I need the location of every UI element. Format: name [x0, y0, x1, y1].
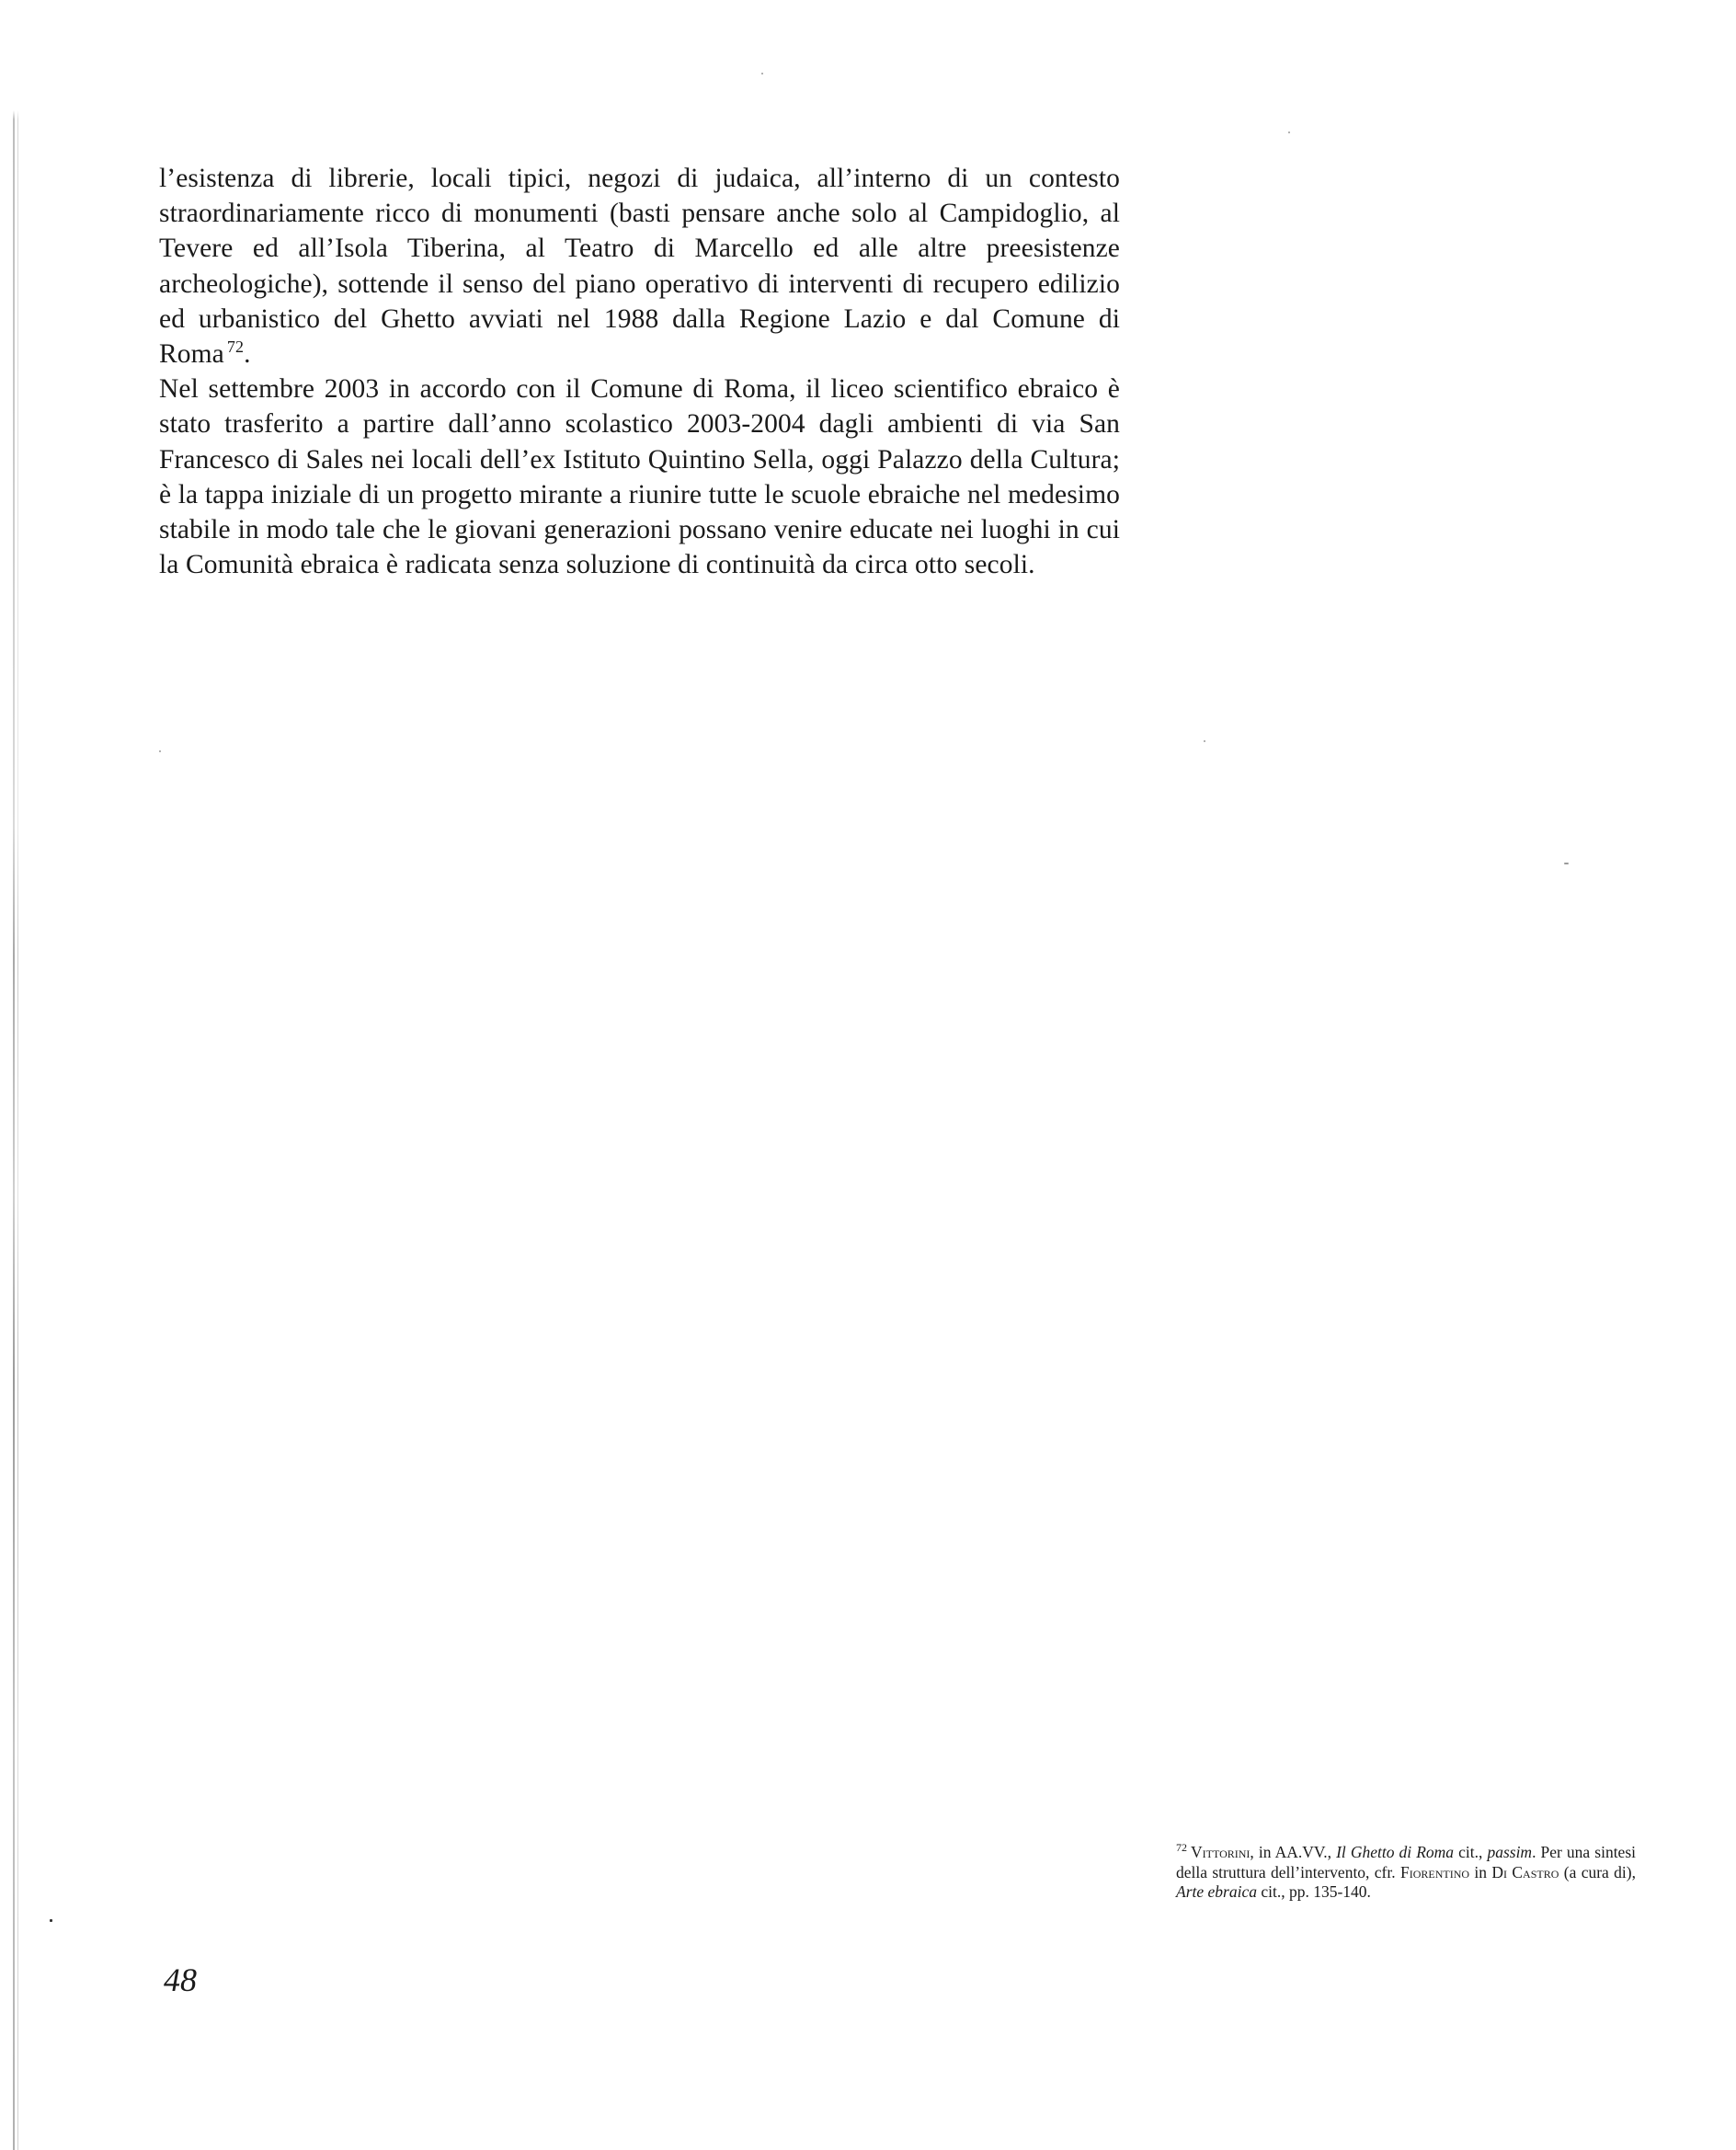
- scan-speck: [50, 1919, 52, 1922]
- scan-speck: [1204, 740, 1205, 742]
- page-number: 48: [164, 1961, 197, 1998]
- paragraph-text: Nel settembre 2003 in accordo con il Comune di Roma, il liceo scientifico ebraico è stato trasferito a partire dall’anno scolastico 2003-2004 dagli ambienti di via San Francesco di Sales nei locali dell’ex Istituto Quintino Sella, oggi Palazzo della Cultura; è la tappa iniziale di un progetto mirante a riunire tutte le scuole ebraiche nel medesimo stabile in modo tale che le giovani generazioni possano venire educate nei luoghi in cui la Comunità ebraica è radicata senza soluzione di continuità da circa otto secoli.: [159, 374, 1120, 580]
- footnote-title: Il Ghetto di Roma: [1336, 1843, 1455, 1861]
- footnote-text: . Per una sintesi della struttura dell’intervento, cfr.: [1176, 1843, 1636, 1881]
- footnote-title: Arte ebraica: [1176, 1882, 1257, 1901]
- footnote-reference: 72: [226, 337, 245, 357]
- footnote-author: Di Castro: [1491, 1862, 1559, 1881]
- footnote-text: cit.,: [1454, 1843, 1488, 1861]
- scan-speck: [1288, 132, 1290, 133]
- footnote-text: (a cura di),: [1559, 1862, 1636, 1881]
- body-paragraph: [159, 372, 1120, 582]
- paragraph-text: l’esistenza di librerie, locali tipici, negozi di judaica, all’interno di un contesto straordinariamente ricco di monumenti (basti pensare anche solo al Campidoglio, al Tevere ed all’Isola Tiberina, al Teatro di Marcello ed alle altre preesistenze archeologiche), sottende il senso del piano operativo di interventi di recupero edilizio ed urbanistico del Ghetto avviati nel 1988 dalla Regione Lazio e dal Comune di Roma: [159, 164, 1120, 370]
- footnote-text: in: [1469, 1862, 1492, 1881]
- scan-binding-edge-inner: [17, 0, 18, 2150]
- footnote-number: 72: [1176, 1841, 1187, 1855]
- body-text: [159, 161, 1120, 582]
- footnote-text: cit., pp. 135-140.: [1256, 1882, 1371, 1901]
- footnote-passim: passim: [1487, 1843, 1533, 1861]
- footnote-text: , in AA.VV.,: [1250, 1843, 1337, 1861]
- scan-speck: [159, 750, 161, 752]
- scan-speck: [1564, 863, 1569, 864]
- footnote-author: Fiorentino: [1399, 1862, 1470, 1881]
- scan-speck: [761, 73, 763, 74]
- body-paragraph: l’esistenza di librerie, locali tipici, negozi di judaica, all’interno di un contesto straordinariamente ricco di monumenti (basti pensare anche solo al Campidoglio, al Tevere ed all’Isola Tiberina, al Teatro di Marcello ed alle altre preesistenze archeologiche), sottende il senso del piano operativo di interventi di recupero edilizio ed urbanistico del Ghetto avviati nel 1988 dalla Regione Lazio e dal Comune di Roma $^{72}$.: [159, 164, 1120, 370]
- footnote: [1176, 1843, 1636, 1903]
- scan-binding-edge: [13, 0, 15, 2150]
- footnote-author: Vittorini: [1191, 1843, 1251, 1861]
